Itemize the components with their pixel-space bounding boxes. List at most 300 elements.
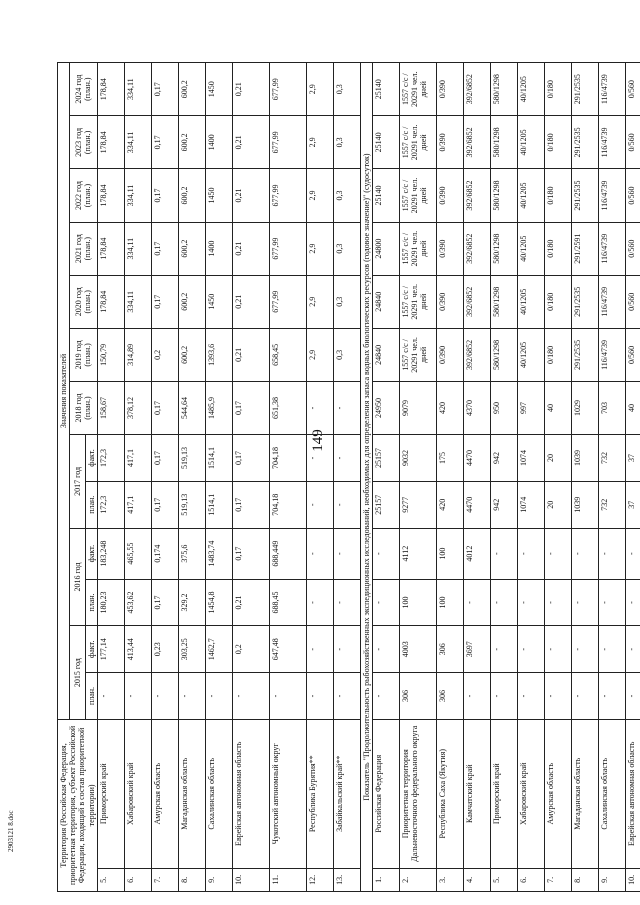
value-cell: 172,3: [97, 435, 124, 482]
value-cell: -: [333, 673, 360, 720]
value-cell: 20: [544, 435, 571, 482]
value-cell: -: [598, 626, 625, 673]
value-cell: 334,11: [124, 222, 151, 275]
value-cell: 1454,8: [205, 579, 232, 626]
value-cell: 1514,1: [205, 481, 232, 528]
value-cell: 9032: [399, 435, 436, 482]
value-cell: -: [490, 579, 517, 626]
value-cell: 40/1205: [517, 116, 544, 169]
value-cell: -: [306, 673, 333, 720]
footer-file-name: 2903121 8.doc: [7, 810, 15, 852]
row-number: 9.: [205, 868, 232, 891]
document-table-area: [57, 62, 636, 892]
value-cell: 306: [436, 673, 463, 720]
value-cell: -: [372, 673, 399, 720]
value-cell: 178,84: [97, 116, 124, 169]
value-cell: -: [625, 626, 640, 673]
value-cell: 0,17: [151, 579, 178, 626]
value-cell: 178,84: [97, 275, 124, 328]
value-cell: 1557 с/с / 20291 чел. дней: [399, 169, 436, 222]
value-cell: 392/6852: [463, 63, 490, 116]
territory-name: Чукотский автономный округ: [269, 719, 306, 868]
value-cell: -: [571, 528, 598, 579]
value-cell: 25140: [372, 63, 399, 116]
value-cell: 465,55: [124, 528, 151, 579]
value-cell: 25157: [372, 481, 399, 528]
section-row-group: [360, 63, 372, 892]
value-cell: -: [333, 381, 360, 434]
value-cell: 40/1205: [517, 328, 544, 381]
value-cell: -: [490, 626, 517, 673]
territory-name: Амурская область: [544, 719, 571, 868]
table-row: [436, 63, 463, 892]
value-cell: 4470: [463, 435, 490, 482]
value-cell: 417,1: [124, 481, 151, 528]
value-cell: 997: [517, 381, 544, 434]
value-cell: 600,2: [178, 116, 205, 169]
value-cell: 453,62: [124, 579, 151, 626]
value-cell: 329,2: [178, 579, 205, 626]
value-cell: 291/2535: [571, 275, 598, 328]
table-row: [178, 63, 205, 892]
value-cell: 732: [598, 435, 625, 482]
plan-header-2016: план.: [85, 579, 97, 626]
value-cell: 580/1298: [490, 275, 517, 328]
value-cell: 0/560: [625, 116, 640, 169]
table-row: [333, 63, 360, 892]
value-cell: 1557 с/с / 20291 чел. дней: [399, 328, 436, 381]
row-number: 3.: [436, 868, 463, 891]
table-row: [205, 63, 232, 892]
value-cell: 0,3: [333, 222, 360, 275]
value-cell: 2,9: [306, 275, 333, 328]
value-cell: 420: [436, 481, 463, 528]
value-cell: 116/4739: [598, 116, 625, 169]
value-cell: 0,21: [232, 169, 269, 222]
value-cell: 0,17: [151, 169, 178, 222]
value-cell: 392/6852: [463, 116, 490, 169]
value-cell: 2,9: [306, 328, 333, 381]
value-cell: -: [544, 528, 571, 579]
value-cell: -: [625, 579, 640, 626]
value-cell: 0/180: [544, 63, 571, 116]
value-cell: 0/390: [436, 328, 463, 381]
value-cell: 392/6852: [463, 275, 490, 328]
table-row: [306, 63, 333, 892]
table-row: [124, 63, 151, 892]
value-cell: 600,2: [178, 222, 205, 275]
value-cell: -: [306, 579, 333, 626]
table-row: [269, 63, 306, 892]
value-cell: 942: [490, 435, 517, 482]
value-cell: 0,2: [151, 328, 178, 381]
value-cell: 600,2: [178, 328, 205, 381]
value-cell: 580/1298: [490, 169, 517, 222]
row-number: 7.: [544, 868, 571, 891]
value-cell: 4003: [399, 626, 436, 673]
value-cell: -: [333, 626, 360, 673]
year-2019-header: 2019 год (план.): [70, 328, 98, 381]
value-cell: 334,11: [124, 63, 151, 116]
value-cell: 2,9: [306, 169, 333, 222]
value-cell: 0,174: [151, 528, 178, 579]
value-cell: 150,79: [97, 328, 124, 381]
value-cell: 942: [490, 481, 517, 528]
value-cell: 175: [436, 435, 463, 482]
value-cell: 0,21: [232, 275, 269, 328]
value-cell: 0/560: [625, 63, 640, 116]
row-number: 2.: [399, 868, 436, 891]
territory-name: Хабаровский край: [124, 719, 151, 868]
value-cell: 1485,9: [205, 381, 232, 434]
value-cell: -: [333, 528, 360, 579]
value-cell: -: [333, 579, 360, 626]
value-cell: 178,84: [97, 222, 124, 275]
value-cell: 1400: [205, 116, 232, 169]
value-cell: 291/2535: [571, 63, 598, 116]
row-number: 9.: [598, 868, 625, 891]
value-cell: 0,17: [151, 381, 178, 434]
indicator-table: [57, 62, 640, 892]
value-cell: -: [306, 435, 333, 482]
value-cell: 4012: [463, 528, 490, 579]
value-cell: 677,99: [269, 63, 306, 116]
value-cell: 0/180: [544, 275, 571, 328]
value-cell: 116/4739: [598, 275, 625, 328]
value-cell: 334,11: [124, 116, 151, 169]
value-cell: 651,38: [269, 381, 306, 434]
year-2020-header: 2020 год (план.): [70, 275, 98, 328]
value-cell: 2,9: [306, 116, 333, 169]
value-cell: 0/560: [625, 275, 640, 328]
table-row: [97, 63, 124, 892]
value-cell: -: [333, 435, 360, 482]
value-cell: 392/6852: [463, 328, 490, 381]
value-cell: 0/390: [436, 169, 463, 222]
value-cell: 677,99: [269, 169, 306, 222]
value-cell: 37: [625, 481, 640, 528]
territory-name: Сахалинская область: [205, 719, 232, 868]
value-cell: 420: [436, 381, 463, 434]
value-cell: 0/560: [625, 222, 640, 275]
value-cell: -: [517, 626, 544, 673]
value-cell: 1557 с/с / 20291 чел. дней: [399, 116, 436, 169]
territory-name: Магаданская область: [178, 719, 205, 868]
value-cell: 40/1205: [517, 63, 544, 116]
value-cell: -: [625, 673, 640, 720]
value-cell: 0/390: [436, 116, 463, 169]
value-cell: 178,84: [97, 63, 124, 116]
table-row: [232, 63, 269, 892]
value-cell: 0/180: [544, 222, 571, 275]
territory-name: Камчатский край: [463, 719, 490, 868]
value-cell: -: [306, 626, 333, 673]
values-header: Значения показателей: [58, 63, 70, 720]
value-cell: -: [625, 528, 640, 579]
value-cell: 0/390: [436, 222, 463, 275]
table-row: [399, 63, 436, 892]
value-cell: 306: [436, 626, 463, 673]
value-cell: 688,45: [269, 579, 306, 626]
territory-name: Магаданская область: [571, 719, 598, 868]
value-cell: 0,3: [333, 169, 360, 222]
value-cell: 1400: [205, 222, 232, 275]
value-cell: -: [97, 673, 124, 720]
value-cell: -: [333, 481, 360, 528]
table-row: [490, 63, 517, 892]
row-number: 6.: [517, 868, 544, 891]
value-cell: 306: [399, 673, 436, 720]
year-2021-header: 2021 год (план.): [70, 222, 98, 275]
value-cell: 40/1205: [517, 222, 544, 275]
value-cell: 0,17: [232, 528, 269, 579]
value-cell: 100: [436, 579, 463, 626]
value-cell: 116/4739: [598, 169, 625, 222]
value-cell: -: [269, 673, 306, 720]
table-row: [463, 63, 490, 892]
value-cell: 688,449: [269, 528, 306, 579]
plan-header-2015: план.: [85, 673, 97, 720]
value-cell: 0,17: [151, 63, 178, 116]
value-cell: 544,64: [178, 381, 205, 434]
value-cell: 4470: [463, 481, 490, 528]
value-cell: 0/390: [436, 275, 463, 328]
value-cell: 40: [544, 381, 571, 434]
row-number: 5.: [97, 868, 124, 891]
value-cell: 1483,74: [205, 528, 232, 579]
value-cell: 116/4739: [598, 63, 625, 116]
value-cell: 4112: [399, 528, 436, 579]
value-cell: 1557 с/с / 20291 чел. дней: [399, 275, 436, 328]
value-cell: 1514,1: [205, 435, 232, 482]
value-cell: 24950: [372, 381, 399, 434]
value-cell: 9079: [399, 381, 436, 434]
value-cell: -: [517, 673, 544, 720]
value-cell: 334,11: [124, 275, 151, 328]
value-cell: 417,1: [124, 435, 151, 482]
value-cell: 0,17: [151, 275, 178, 328]
territory-name: Республика Бурятия**: [306, 719, 333, 868]
value-cell: 413,44: [124, 626, 151, 673]
value-cell: 2,9: [306, 222, 333, 275]
value-cell: 2,9: [306, 63, 333, 116]
value-cell: -: [490, 528, 517, 579]
value-cell: 116/4739: [598, 328, 625, 381]
value-cell: -: [372, 528, 399, 579]
value-cell: 40: [625, 381, 640, 434]
value-cell: 116/4739: [598, 222, 625, 275]
value-cell: 0,17: [151, 222, 178, 275]
row-number: 4.: [463, 868, 490, 891]
value-cell: 375,6: [178, 528, 205, 579]
value-cell: -: [571, 579, 598, 626]
value-cell: 0,21: [232, 579, 269, 626]
value-cell: 314,89: [124, 328, 151, 381]
value-cell: 580/1298: [490, 328, 517, 381]
value-cell: -: [463, 673, 490, 720]
value-cell: 0,23: [151, 626, 178, 673]
table-row: [571, 63, 598, 892]
value-cell: -: [178, 673, 205, 720]
territory-name: Российская Федерация: [372, 719, 399, 868]
row-number: 10.: [232, 868, 269, 891]
value-cell: 519,13: [178, 481, 205, 528]
value-cell: 0,3: [333, 275, 360, 328]
territory-name: Хабаровский край: [517, 719, 544, 868]
value-cell: 0,21: [232, 63, 269, 116]
value-cell: 0,21: [232, 328, 269, 381]
value-cell: 703: [598, 381, 625, 434]
value-cell: 1393,6: [205, 328, 232, 381]
value-cell: 0/180: [544, 116, 571, 169]
value-cell: 158,67: [97, 381, 124, 434]
value-cell: 600,2: [178, 275, 205, 328]
value-cell: 0,17: [232, 381, 269, 434]
value-cell: 392/6852: [463, 169, 490, 222]
value-cell: 0,21: [232, 116, 269, 169]
value-cell: 100: [399, 579, 436, 626]
value-cell: 0,17: [151, 481, 178, 528]
value-cell: 25140: [372, 169, 399, 222]
table-row: [544, 63, 571, 892]
value-cell: -: [544, 579, 571, 626]
value-cell: 334,11: [124, 169, 151, 222]
value-cell: 0,3: [333, 116, 360, 169]
value-cell: 3697: [463, 626, 490, 673]
value-cell: -: [544, 673, 571, 720]
value-cell: 1450: [205, 275, 232, 328]
value-cell: -: [306, 381, 333, 434]
value-cell: 600,2: [178, 169, 205, 222]
row-number: 10.: [625, 868, 640, 891]
row-number: 8.: [178, 868, 205, 891]
territory-name: Приоритетная территория Дальневосточного федерального округа: [399, 719, 436, 868]
row-number: 12.: [306, 868, 333, 891]
value-cell: 1039: [571, 481, 598, 528]
territory-name: Еврейская автономная область: [625, 719, 640, 868]
year-2018-header: 2018 год (план.): [70, 381, 98, 434]
territory-name: Сахалинская область: [598, 719, 625, 868]
value-cell: 24840: [372, 275, 399, 328]
row-number: 13.: [333, 868, 360, 891]
value-cell: 20: [544, 481, 571, 528]
value-cell: 1039: [571, 435, 598, 482]
value-cell: 0/390: [436, 63, 463, 116]
value-cell: -: [232, 673, 269, 720]
value-cell: -: [544, 626, 571, 673]
value-cell: 303,25: [178, 626, 205, 673]
value-cell: 172,3: [97, 481, 124, 528]
value-cell: 0,2: [232, 626, 269, 673]
year-2017-header: 2017 год: [70, 435, 85, 529]
value-cell: 0/560: [625, 328, 640, 381]
value-cell: 4370: [463, 381, 490, 434]
value-cell: 0,3: [333, 63, 360, 116]
value-cell: 704,18: [269, 481, 306, 528]
row-number: 11.: [269, 868, 306, 891]
value-cell: 1557 с/с / 20291 чел. дней: [399, 222, 436, 275]
section-title: Показатель "Продолжительность рыбохозяйственных экспедиционных исследований, необходимых для определения запаса водных биологических ресурсов (годовое значение)" (судосуток): [360, 63, 372, 892]
row-number: 8.: [571, 868, 598, 891]
value-cell: 183,248: [97, 528, 124, 579]
value-cell: 37: [625, 435, 640, 482]
value-cell: 0,17: [151, 116, 178, 169]
value-cell: 704,18: [269, 435, 306, 482]
value-cell: 291/2535: [571, 328, 598, 381]
value-cell: -: [517, 528, 544, 579]
territory-name: Еврейская автономная область: [232, 719, 269, 868]
value-cell: 291/2591: [571, 222, 598, 275]
value-cell: 1462,7: [205, 626, 232, 673]
value-cell: 677,99: [269, 222, 306, 275]
territory-name: Амурская область: [151, 719, 178, 868]
fact-header-2017: факт.: [85, 435, 97, 482]
table-body-first: [97, 63, 360, 892]
value-cell: 180,23: [97, 579, 124, 626]
value-cell: -: [598, 673, 625, 720]
value-cell: 9277: [399, 481, 436, 528]
value-cell: 291/2535: [571, 169, 598, 222]
year-2022-header: 2022 год (план.): [70, 169, 98, 222]
value-cell: 0,17: [232, 435, 269, 482]
value-cell: 177,14: [97, 626, 124, 673]
value-cell: 0,3: [333, 328, 360, 381]
value-cell: 580/1298: [490, 222, 517, 275]
value-cell: -: [517, 579, 544, 626]
value-cell: 658,45: [269, 328, 306, 381]
table-row: [151, 63, 178, 892]
value-cell: 1029: [571, 381, 598, 434]
value-cell: 732: [598, 481, 625, 528]
value-cell: 647,48: [269, 626, 306, 673]
table-row: [517, 63, 544, 892]
row-number: 6.: [124, 868, 151, 891]
value-cell: -: [571, 626, 598, 673]
value-cell: 378,12: [124, 381, 151, 434]
value-cell: -: [372, 579, 399, 626]
value-cell: -: [490, 673, 517, 720]
value-cell: 392/6852: [463, 222, 490, 275]
value-cell: -: [151, 673, 178, 720]
value-cell: 677,99: [269, 275, 306, 328]
value-cell: 25140: [372, 116, 399, 169]
value-cell: 677,99: [269, 116, 306, 169]
table-body-second: [372, 63, 640, 892]
value-cell: 0,21: [232, 222, 269, 275]
year-2015-header: 2015 год: [70, 626, 85, 720]
value-cell: 24800: [372, 222, 399, 275]
table-row: [372, 63, 399, 892]
value-cell: -: [463, 579, 490, 626]
value-cell: 24840: [372, 328, 399, 381]
row-number: 7.: [151, 868, 178, 891]
value-cell: -: [598, 579, 625, 626]
value-cell: 1450: [205, 63, 232, 116]
value-cell: 1074: [517, 481, 544, 528]
year-2016-header: 2016 год: [70, 528, 85, 626]
value-cell: 0,17: [151, 435, 178, 482]
row-number: 5.: [490, 868, 517, 891]
value-cell: 600,2: [178, 63, 205, 116]
table-header: [58, 63, 98, 892]
territory-name: Приморский край: [97, 719, 124, 868]
territory-name: Приморский край: [490, 719, 517, 868]
page-number: 149: [309, 429, 326, 452]
value-cell: 40/1205: [517, 169, 544, 222]
value-cell: 40/1205: [517, 275, 544, 328]
value-cell: 950: [490, 381, 517, 434]
table-row: [598, 63, 625, 892]
